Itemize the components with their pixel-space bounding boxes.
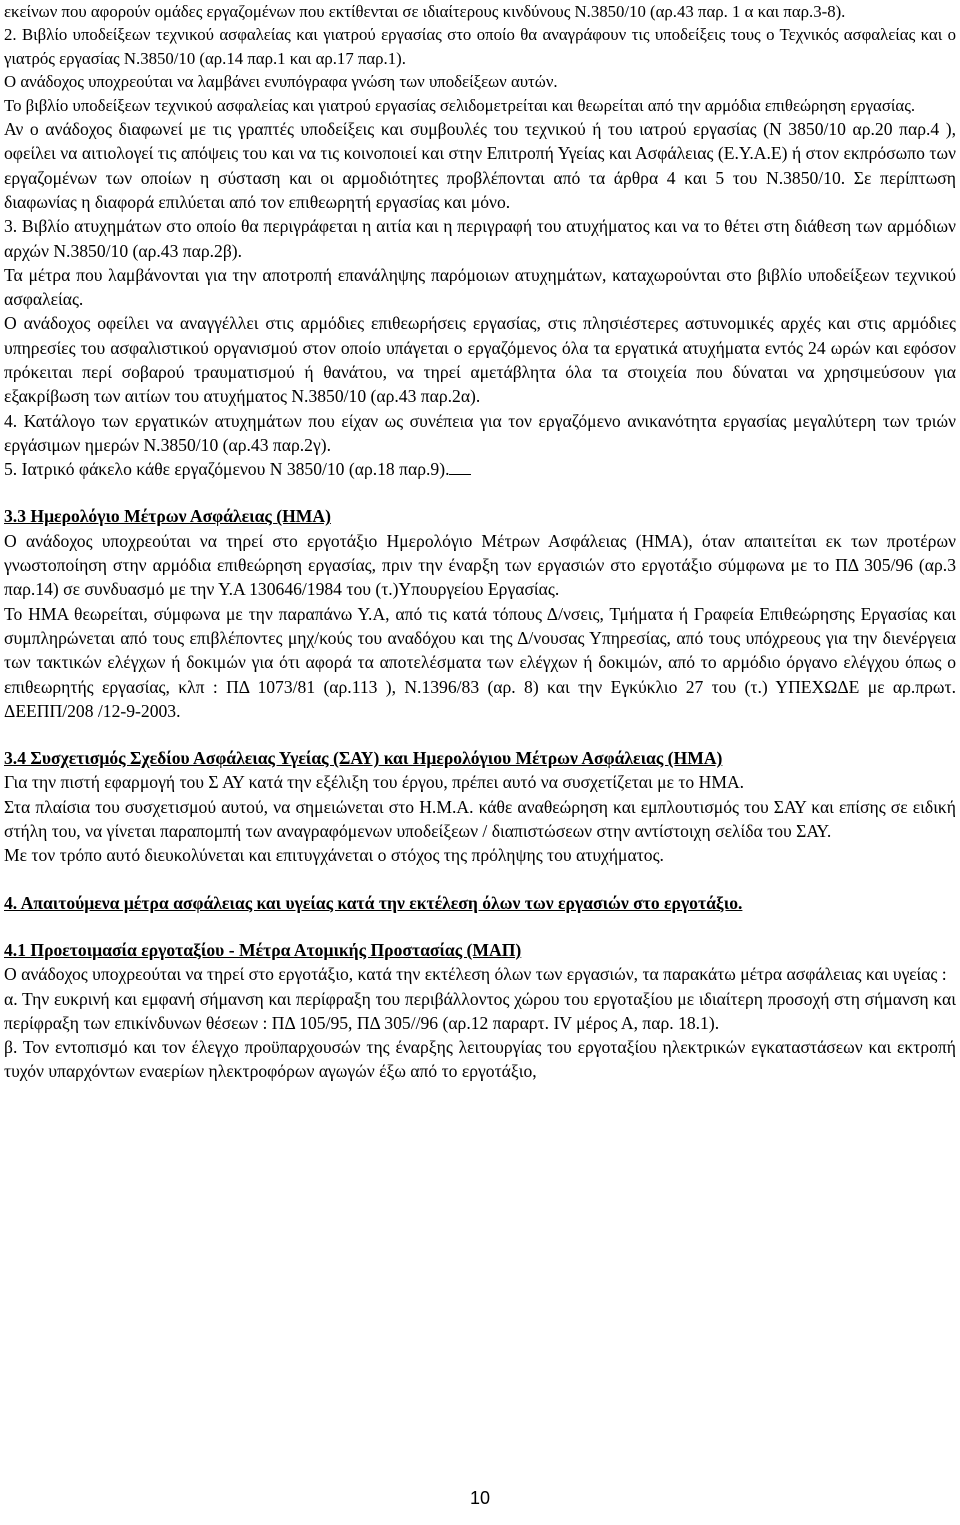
paragraph: Τα μέτρα που λαμβάνονται για την αποτροπή επανάληψης παρόμοιων ατυχημάτων, καταχωρούνται στο βιβλίο υποδείξεων τεχνικού ασφαλείας. bbox=[4, 264, 956, 310]
item-5-text: 5. Ιατρικό φάκελο κάθε εργαζόμενου Ν 3850/10 (αρ.18 παρ.9). bbox=[4, 459, 450, 480]
spacer bbox=[4, 723, 956, 746]
paragraph: Ο ανάδοχος υποχρεούται να τηρεί στο εργοτάξιο Ημερολόγιο Μέτρων Ασφάλειας (ΗΜΑ), όταν απαιτείται εκ των προτέρων γνωστοποίηση στην αρμόδια επιθεώρηση εργασίας, πριν την έναρξη των εργασιών στο εργοτάξιο σύμφωνα με το ΠΔ 305/96 (αρ.3 παρ.14) σε συνδυασμό με την Υ.Α 130646/1984 του (τ.)Υπουργείου Εργασίας. bbox=[4, 530, 956, 600]
item-a-paragraph: α. Την ευκρινή και εμφανή σήμανση και περίφραξη του περιβάλλοντος χώρου του εργοταξίου με ιδιαίτερη προσοχή στη σήμανση και περίφραξη των επικίνδυνων θέσεων : ΠΔ 105/95, ΠΔ 305//96 (αρ.12 παραρτ. IV μέρος Α, παρ. 18.1). bbox=[4, 988, 956, 1033]
paragraph: Με τον τρόπο αυτό διευκολύνεται και επιτυγχάνεται ο στόχος της πρόληψης του ατυχήματος. bbox=[4, 845, 664, 866]
item-5-paragraph bbox=[4, 457, 956, 481]
paragraph: Το ΗΜΑ θεωρείται, σύμφωνα με την παραπάνω Υ.Α, από τις κατά τόπους Δ/νσεις, Τμήματα ή Γραφεία Επιθεώρησης Εργασίας και συμπληρώνεται από τους επιβλέποντες μηχ/κούς του αναδόχου και της Δ/νουσας Υπηρεσίας, από τους υπόχρεους για την διενέργεια των τακτικών ελέγχων ή δοκιμών για ότι αφορά τα αποτελέσματα των ελέγχων ή δοκιμών, από το αρμόδιο όργανο ελέγχου όπως ο επιθεωρητής εργασίας, κλπ : ΠΔ 1073/81 (αρ.113 ), Ν.1396/83 (αρ. 8) και την Εγκύκλιο 27 του (τ.) ΥΠΕΧΩΔΕ με αρ.πρωτ. ΔΕΕΠΠ/208 /12-9-2003. bbox=[4, 603, 956, 721]
item-2-paragraph: 2. Βιβλίο υποδείξεων τεχνικού ασφαλείας και γιατρού εργασίας στο οποίο θα αναγράφουν τις υποδείξεις τους ο Τεχνικός ασφαλείας και ο γιατρός εργασίας Ν.3850/10 (αρ.14 παρ.1 και αρ.17 παρ.1). bbox=[4, 25, 956, 68]
item-b-paragraph: β. Τον εντοπισμό και τον έλεγχο προϋπαρχουσών της έναρξης λειτουργίας του εργοταξίου ηλεκτρικών εγκαταστάσεων και εκτροπή τυχόν υπαρχόντων εναερίων ηλεκτροφόρων αγωγών έξω από το εργοτάξιο, bbox=[4, 1037, 956, 1082]
underline-blank bbox=[449, 459, 471, 475]
item-4-paragraph: 4. Κατάλογο των εργατικών ατυχημάτων που είχαν ως συνέπεια για τον εργαζόμενο ανικανότητα εργασίας μεγαλύτερη των τριών εργάσιμων ημερών Ν.3850/10 (αρ.43 παρ.2γ). bbox=[4, 410, 956, 455]
document-page bbox=[4, 0, 956, 1084]
spacer bbox=[4, 915, 956, 938]
page-number: 10 bbox=[469, 1488, 491, 1508]
paragraph: Αν ο ανάδοχος διαφωνεί με τις γραπτές υποδείξεις και συμβουλές του τεχνικού ή του ιατρού εργασίας (Ν 3850/10 αρ.20 παρ.4 ), οφείλει να αιτιολογεί τις απόψεις του και να τις κοινοποιεί και στην Επιτροπή Υγείας και Ασφάλειας (Ε.Υ.Α.Ε) ή στον εκπρόσωπο των εργαζομένων των οποίων η σύσταση και οι αρμοδιότητες προβλέπονται από τα άρθρα 4 και 5 του Ν.3850/10. Σε περίπτωση διαφωνίας η διαφορά επιλύεται από τον επιθεωρητή εργασίας και μόνο. bbox=[4, 119, 956, 212]
spacer bbox=[4, 868, 956, 891]
paragraph: Στα πλαίσια του συσχετισμού αυτού, να σημειώνεται στο Η.Μ.Α. κάθε αναθεώρηση και εμπλουτισμός του ΣΑΥ και επίσης σε ειδική στήλη του, να γίνεται παραπομπή των αναγραφόμενων υποδείξεων / διαπιστώσεων στην αντίστοιχη σελίδα του ΣΑΥ. bbox=[4, 796, 956, 842]
section-heading-3-4: 3.4 Συσχετισμός Σχεδίου Ασφάλειας Υγείας (ΣΑΥ) και Ημερολόγιου Μέτρων Ασφάλειας (ΗΜΑ) bbox=[4, 748, 723, 769]
paragraph: Ο ανάδοχος οφείλει να αναγγέλλει στις αρμόδιες επιθεωρήσεις εργασίας, στις πλησιέστερες αστυνομικές αρχές και στις αρμόδιες υπηρεσίες του ασφαλιστικού οργανισμού στον οποίο υπάγεται ο εργαζόμενος όλα τα εργατικά ατυχήματα εντός 24 ωρών και εφόσον πρόκειται περί σοβαρού τραυματισμού ή θανάτου, να τηρεί αμετάβλητα όλα τα στοιχεία που δύναται να χρησιμεύσουν για εξακρίβωση των αιτίων του ατυχήματος Ν.3850/10 (αρ.43 παρ.2α). bbox=[4, 313, 956, 407]
spacer bbox=[4, 481, 956, 504]
paragraph: Το βιβλίο υποδείξεων τεχνικού ασφαλείας και γιατρού εργασίας σελιδομετρείται και θεωρείται από την αρμόδια επιθεώρηση εργασίας. bbox=[4, 95, 916, 115]
section-heading-4: 4. Απαιτούμενα μέτρα ασφάλειας και υγείας κατά την εκτέλεση όλων των εργασιών στο εργοτάξιο. bbox=[4, 892, 743, 913]
paragraph: Ο ανάδοχος υποχρεούται να τηρεί στο εργοτάξιο, κατά την εκτέλεση όλων των εργασιών, τα παρακάτω μέτρα ασφάλειας και υγείας : bbox=[4, 964, 947, 985]
paragraph: Ο ανάδοχος υποχρεούται να λαμβάνει ενυπόγραφα γνώση των υποδείξεων αυτών. bbox=[4, 72, 558, 92]
section-heading-4-1: 4.1 Προετοιμασία εργοταξίου - Μέτρα Ατομικής Προστασίας (ΜΑΠ) bbox=[4, 939, 522, 960]
paragraph-continuation: εκείνων που αφορούν ομάδες εργαζομένων που εκτίθενται σε ιδιαίτερους κινδύνους Ν.3850/10 (αρ.43 παρ. 1 α και παρ.3-8). bbox=[4, 2, 846, 21]
paragraph: Για την πιστή εφαρμογή του Σ ΑΥ κατά την εξέλιξη του έργου, πρέπει αυτό να συσχετίζεται με το ΗΜΑ. bbox=[4, 772, 745, 793]
item-3-paragraph: 3. Βιβλίο ατυχημάτων στο οποίο θα περιγράφεται η αιτία και η περιγραφή του ατυχήματος και να το θέτει στη διάθεση των αρμόδιων αρχών Ν.3850/10 (αρ.43 παρ.2β). bbox=[4, 216, 956, 261]
section-heading-3-3: 3.3 Ημερολόγιο Μέτρων Ασφάλειας (ΗΜΑ) bbox=[4, 506, 331, 527]
